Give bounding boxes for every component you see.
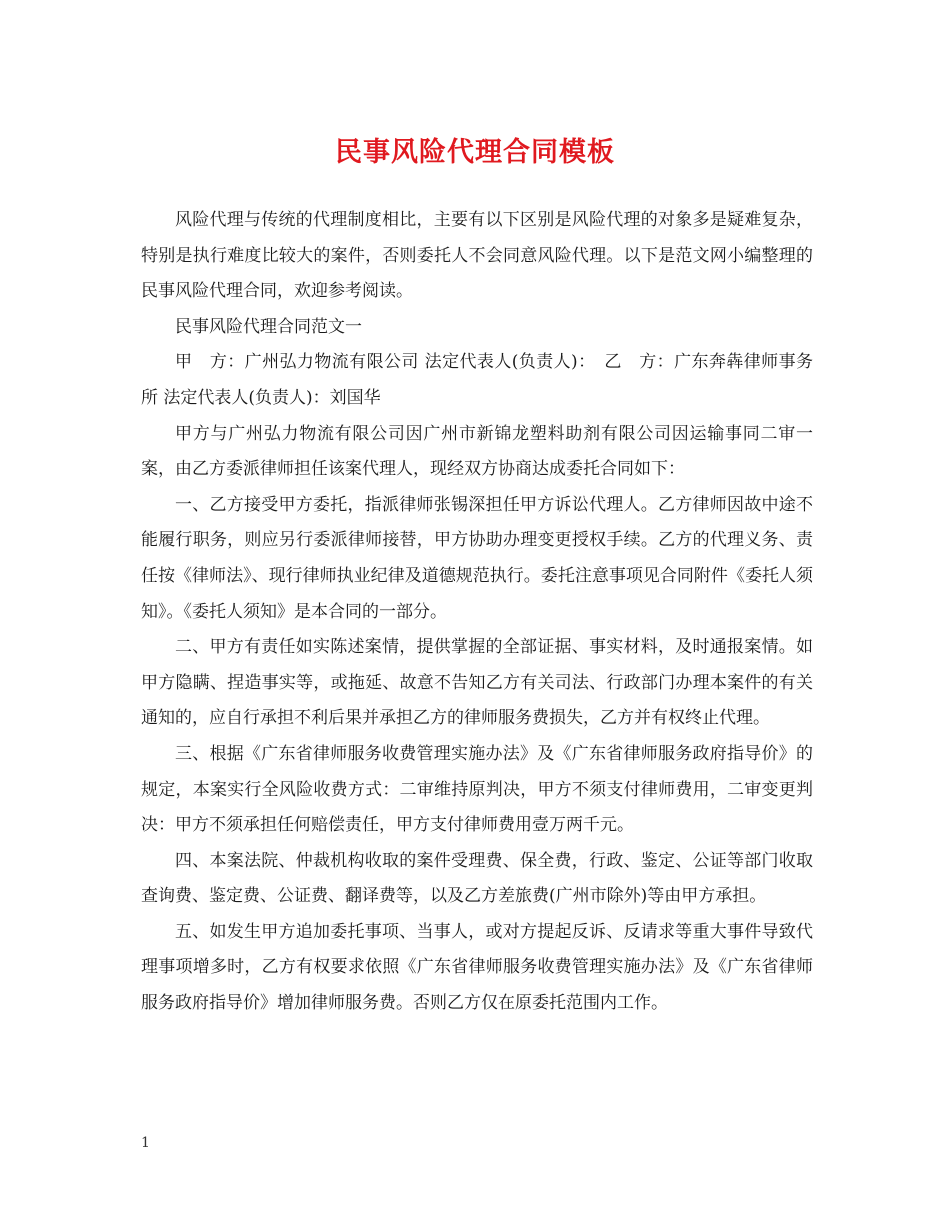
paragraph-clause-2: 二、甲方有责任如实陈述案情，提供掌握的全部证据、事实材料，及时通报案情。如甲方隐瞒、捏造事实等，或拖延、故意不告知乙方有关司法、行政部门办理本案件的有关通知的，应自行承担不利后果并承担乙方的律师服务费损失，乙方并有权终止代理。 <box>141 637 813 729</box>
page-number: 1 <box>141 1135 150 1151</box>
document-body <box>141 203 813 1022</box>
paragraph-subtitle: 民事风险代理合同范文一 <box>175 316 362 337</box>
document-title: 民事风险代理合同模板 <box>335 137 615 168</box>
paragraph-intro: 风险代理与传统的代理制度相比，主要有以下区别是风险代理的对象多是疑难复杂，特别是执行难度比较大的案件，否则委托人不会同意风险代理。以下是范文网小编整理的民事风险代理合同，欢迎参考阅读。 <box>141 210 813 302</box>
paragraph-preamble: 甲方与广州弘力物流有限公司因广州市新锦龙塑料助剂有限公司因运输事同二审一案，由乙方委派律师担任该案代理人，现经双方协商达成委托合同如下： <box>141 423 813 480</box>
paragraph-clause-3: 三、根据《广东省律师服务收费管理实施办法》及《广东省律师服务政府指导价》的规定，本案实行全风险收费方式：二审维持原判决，甲方不须支付律师费用，二审变更判决：甲方不须承担任何赔偿责任，甲方支付律师费用壹万两千元。 <box>141 743 813 836</box>
paragraph-clause-1: 一、乙方接受甲方委托，指派律师张锡深担任甲方诉讼代理人。乙方律师因故中途不能履行职务，则应另行委派律师接替，甲方协助办理变更授权手续。乙方的代理义务、责任按《律师法》、现行律师执业纪律及道德规范执行。委托注意事项见合同附件《委托人须知》。《委托人须知》是本合同的一部分。 <box>141 494 813 622</box>
paragraph-clause-4: 四、本案法院、仲裁机构收取的案件受理费、保全费，行政、鉴定、公证等部门收取查询费、鉴定费、公证费、翻译费等，以及乙方差旅费(广州市除外)等由甲方承担。 <box>141 850 813 907</box>
paragraph-parties: 甲 方：广州弘力物流有限公司 法定代表人(负责人)： 乙 方：广东奔犇律师事务所 法定代表人(负责人)：刘国华 <box>141 352 813 408</box>
paragraph-clause-5: 五、如发生甲方追加委托事项、当事人，或对方提起反诉、反请求等重大事件导致代理事项增多时，乙方有权要求依照《广东省律师服务收费管理实施办法》及《广东省律师服务政府指导价》增加律师服务费。否则乙方仅在原委托范围内工作。 <box>141 921 813 1014</box>
